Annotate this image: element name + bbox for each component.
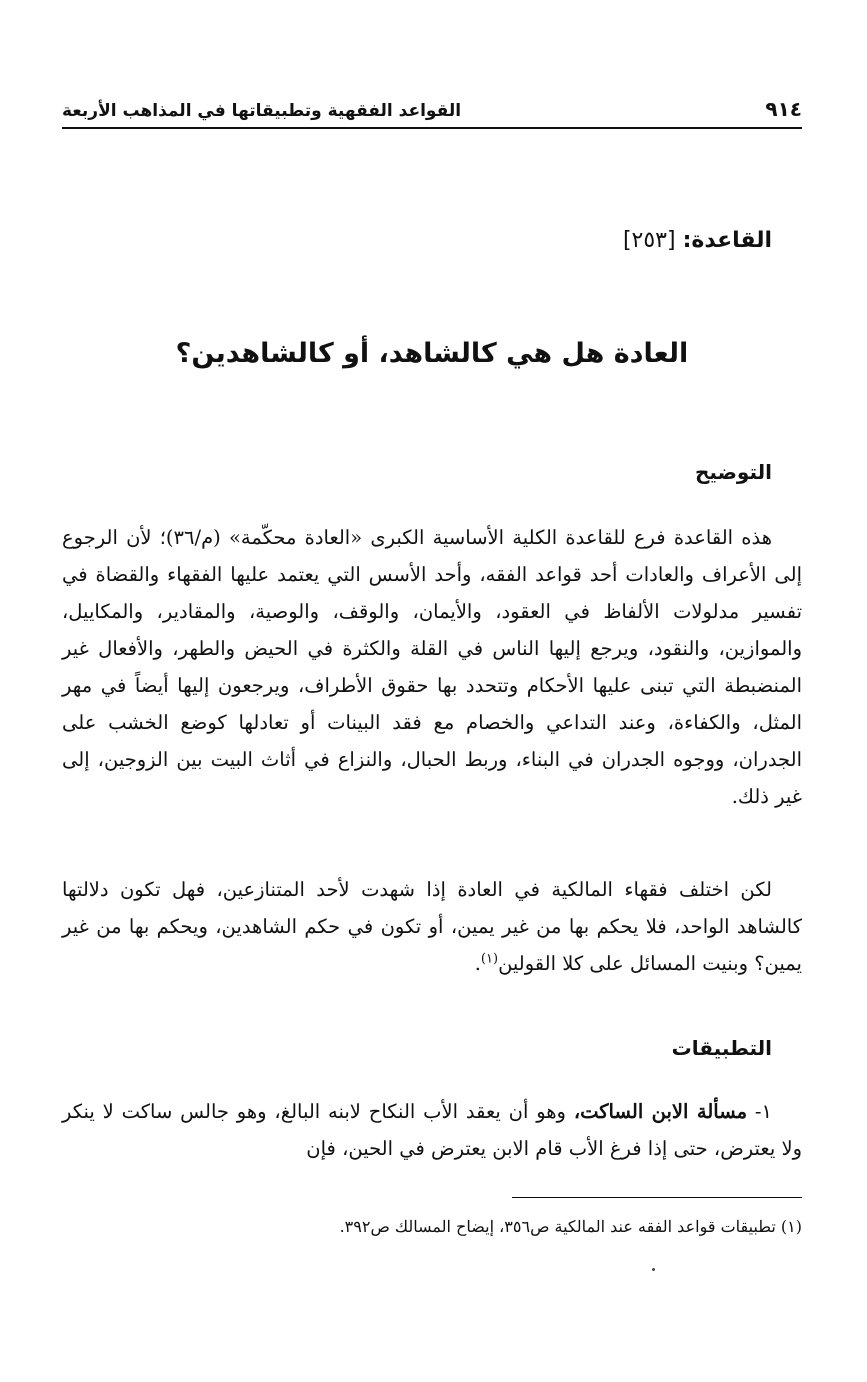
applications-heading: التطبيقات — [671, 1036, 772, 1060]
rule-title: العادة هل هي كالشاهد، أو كالشاهدين؟ — [175, 338, 689, 369]
rule-number: [٢٥٣] — [622, 228, 676, 253]
application-text: وهو أن يعقد الأب النكاح لابنه البالغ، وهو جالس ساكت لا ينكر ولا يعترض، حتى إذا فرغ الأب قام الابن يعترض في الحين، فإن — [62, 1100, 802, 1160]
running-header — [62, 95, 802, 129]
footnote-marker: (١) — [480, 951, 499, 967]
paragraph-2 — [62, 871, 802, 982]
rule-label — [623, 228, 772, 253]
dispute-paragraph — [62, 871, 802, 982]
footnote-separator — [512, 1197, 802, 1198]
application-paragraph — [62, 1093, 802, 1167]
application-number: ١- — [747, 1100, 772, 1123]
explanation-paragraph — [62, 519, 802, 815]
paragraph-1: هذه القاعدة فرع للقاعدة الكلية الأساسية الكبرى «العادة محكّمة» (م/٣٦)؛ لأن الرجوع إلى الأعراف والعادات أحد قواعد الفقه، وأحد الأسس التي يعتمد عليها الفقهاء والقضاة في تفسير مدلولات الألفاظ في العقود، والأيمان، والوقف، والوصية، والمقادير، والمكاييل، والموازين، والنقود، ويرجع إليها الناس في القلة والكثرة في الحيض والطهر، والأفعال غير المنضبطة التي تبنى عليها الأحكام وتتحدد بها حقوق الأطراف، ويرجعون إليها أيضاً في مهر المثل، والكفاءة، وعند التداعي والخصام مع فقد البينات أو تعادلها كوضع الخشب على الجدران، ووجوه الجدران في البناء، وربط الحبال، والنزاع في أثاث البيت بين الزوجين، إلى غير ذلك. — [62, 526, 802, 808]
application-title: مسألة الابن الساكت، — [573, 1100, 748, 1123]
paragraph-2-text: لكن اختلف فقهاء المالكية في العادة إذا شهدت لأحد المتنازعين، فهل تكون دلالتها كالشاهد الواحد، فلا يحكم بها من غير يمين، أو تكون في حكم الشاهدين، ويحكم بها من غير يمين؟ وبنيت المسائل على كلا القولين — [62, 878, 802, 975]
paragraph-2-end: . — [474, 952, 481, 975]
paragraph-3 — [62, 1093, 802, 1167]
running-title: القواعد الفقهية وتطبيقاتها في المذاهب الأربعة — [62, 101, 462, 121]
explanation-heading: التوضيح — [695, 460, 772, 484]
ink-dot — [652, 1268, 655, 1271]
page-number: ٩١٤ — [765, 97, 802, 121]
rule-label-text: القاعدة: — [682, 228, 772, 253]
footnote: (١) تطبيقات قواعد الفقه عند المالكية ص٣٥٦، إيضاح المسالك ص٣٩٢. — [339, 1217, 802, 1236]
